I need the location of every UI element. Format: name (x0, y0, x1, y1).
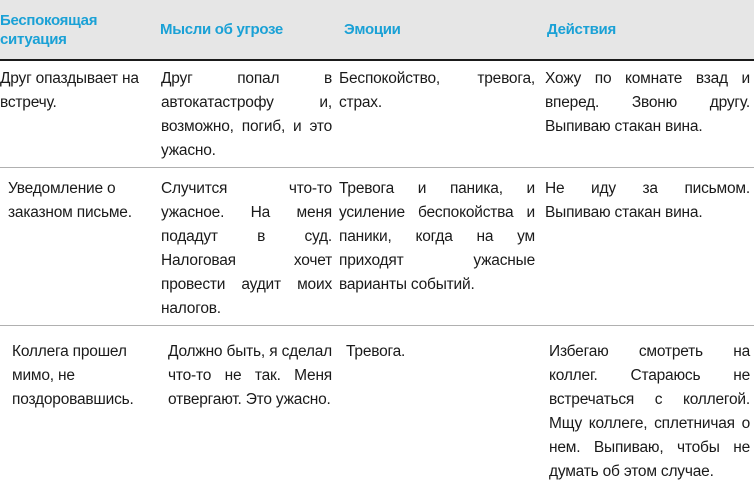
cell-actions: Не иду за письмом. Выпиваю стакан вина. (539, 168, 754, 326)
cell-situation: Уведомление о заказном письме. (0, 168, 158, 326)
table-body (0, 60, 754, 496)
cell-actions: Хожу по комнате взад и вперед. Звоню другу. Выпиваю стакан вина. (539, 60, 754, 168)
cell-threat-thoughts: Друг попал в автокатастрофу и, возможно, погиб, и это ужасно. (158, 60, 336, 168)
cell-emotions: Тревога и паника, и усиление беспокойства и паники, когда на ум приходят ужасные варианты событий. (336, 168, 539, 326)
header-emotions: Эмоции (336, 0, 539, 60)
cell-situation: Друг опаздывает на встречу. (0, 60, 158, 168)
table-header (0, 0, 754, 60)
cell-threat-thoughts: Случится что-то ужасное. На меня подадут в суд. Налоговая хочет провести аудит моих налогов. (158, 168, 336, 326)
table-row (0, 326, 754, 496)
header-threat-thoughts: Мысли об угрозе (158, 0, 336, 60)
header-actions: Действия (539, 0, 754, 60)
cell-emotions: Тревога. (346, 343, 406, 360)
header-situation: Беспокоящая ситуация (0, 0, 158, 60)
table-row (0, 168, 754, 326)
header-row (0, 0, 754, 60)
table-row (0, 60, 754, 168)
cell-situation: Коллега прошел мимо, не поздоровавшись. (12, 343, 134, 408)
cell-threat-thoughts: Должно быть, я сделал что-то не так. Меня отвергают. Это ужасно. (168, 343, 332, 408)
cell-emotions: Беспокойство, тревога, страх. (336, 60, 539, 168)
cell-actions: Избегаю смотреть на коллег. Стараюсь не встречаться с коллегой. Мщу коллеге, сплетничая о нем. Выпиваю, чтобы не думать об этом случае. (549, 343, 750, 480)
